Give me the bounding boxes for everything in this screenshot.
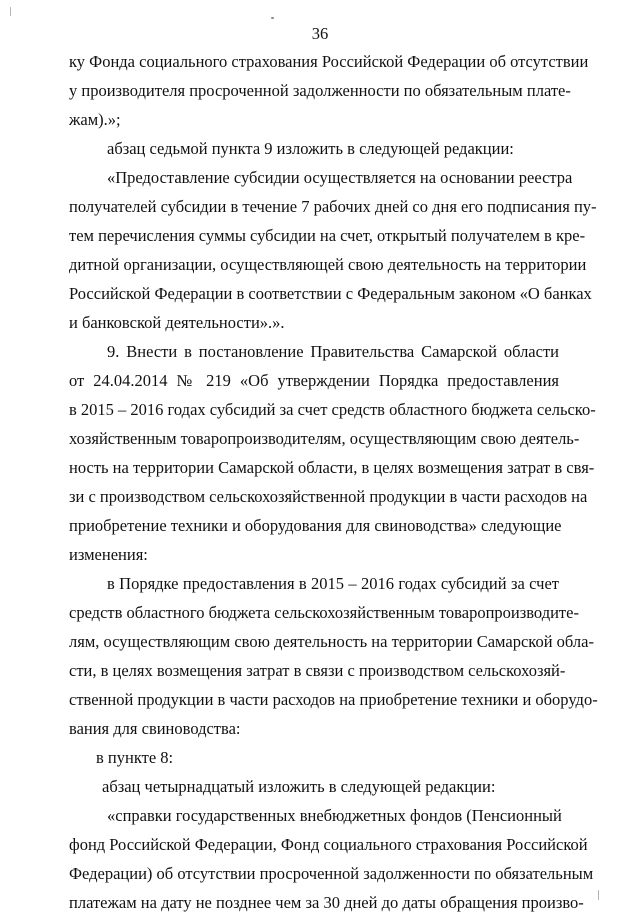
paragraph-first-line: абзац седьмой пункта 9 изложить в следующей редакции: xyxy=(107,139,514,158)
text-line: платежам на дату не позднее чем за 30 дней до даты обращения произво- xyxy=(69,893,584,912)
text-line: лям, осуществляющим свою деятельность на территории Самарской обла- xyxy=(69,632,594,651)
text-line: изменения: xyxy=(69,545,148,564)
text-line: от 24.04.2014 № 219 «Об утверждении Порядка предоставления xyxy=(69,371,559,390)
scan-artifact xyxy=(598,890,599,900)
text-line: и банковской деятельности».». xyxy=(69,313,285,332)
paragraph-first-line: «Предоставление субсидии осуществляется на основании реестра xyxy=(107,168,573,187)
text-line: ственной продукции в части расходов на приобретение техники и оборудо- xyxy=(69,690,598,709)
text-line: приобретение техники и оборудования для свиноводства» следующие xyxy=(69,516,562,535)
paragraph-first-line: в пункте 8: xyxy=(96,748,174,767)
text-line: хозяйственным товаропроизводителям, осуществляющим свою деятель- xyxy=(69,429,580,448)
scan-artifact xyxy=(271,17,274,19)
scan-artifact xyxy=(10,7,11,16)
text-line: средств областного бюджета сельскохозяйственным товаропроизводите- xyxy=(69,603,579,622)
page-number: 36 xyxy=(311,24,329,43)
paragraph-first-line: абзац четырнадцатый изложить в следующей редакции: xyxy=(102,777,496,796)
text-line: жам).»; xyxy=(69,110,121,129)
text-line: вания для свиноводства: xyxy=(69,719,241,738)
text-line: дитной организации, осуществляющей свою деятельность на территории xyxy=(69,255,587,274)
text-line: ность на территории Самарской области, в целях возмещения затрат в свя- xyxy=(69,458,595,477)
text-line: Федерации) об отсутствии просроченной задолженности по обязательным xyxy=(69,864,594,883)
paragraph-first-line: в Порядке предоставления в 2015 – 2016 годах субсидий за счет xyxy=(107,574,559,593)
text-line: тем перечисления суммы субсидии на счет, открытый получателем в кре- xyxy=(69,226,586,245)
text-line: получателей субсидии в течение 7 рабочих дней со дня его подписания пу- xyxy=(69,197,597,216)
document-body xyxy=(69,47,598,917)
text-line: фонд Российской Федерации, Фонд социального страхования Российской xyxy=(69,835,588,854)
paragraph-first-line: 9. Внести в постановление Правительства Самарской области xyxy=(107,342,559,361)
text-line: ку Фонда социального страхования Российской Федерации об отсутствии xyxy=(69,52,589,71)
text-line: зи с производством сельскохозяйственной продукции в части расходов на xyxy=(69,487,588,506)
text-line: сти, в целях возмещения затрат в связи с производством сельскохозяй- xyxy=(69,661,566,680)
text-line: в 2015 – 2016 годах субсидий за счет средств областного бюджета сельско- xyxy=(69,400,596,419)
text-line: у производителя просроченной задолженности по обязательным плате- xyxy=(69,81,571,100)
paragraph-first-line: «справки государственных внебюджетных фондов (Пенсионный xyxy=(107,806,562,825)
text-line: Российской Федерации в соответствии с Федеральным законом «О банках xyxy=(69,284,592,303)
